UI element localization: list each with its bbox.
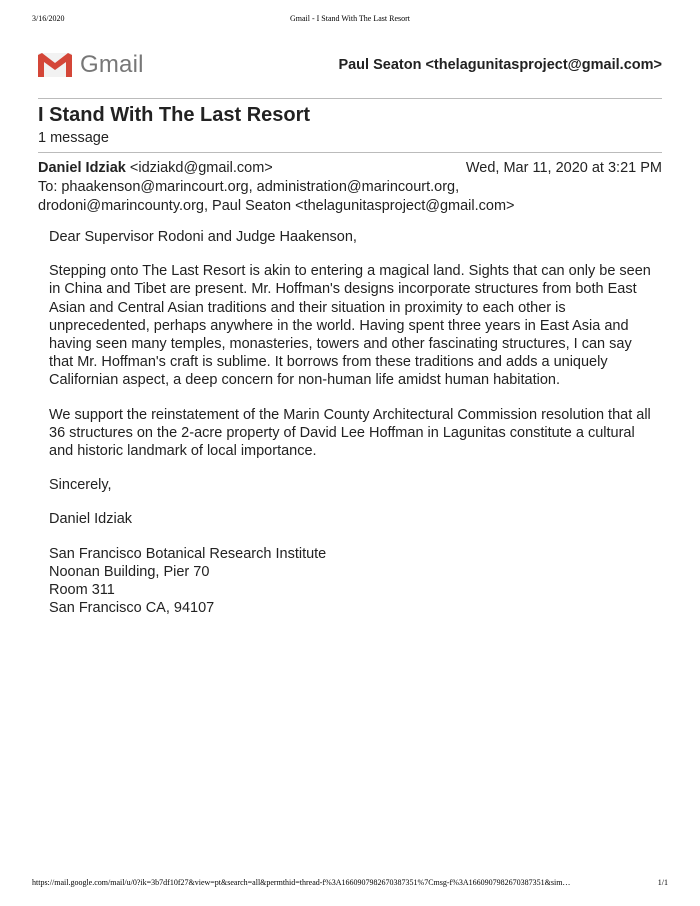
gmail-wordmark: Gmail [80,51,144,78]
message-date: Wed, Mar 11, 2020 at 3:21 PM [465,160,662,176]
signature-address-1: Noonan Building, Pier 70 [49,563,210,580]
greeting: Dear Supervisor Rodoni and Judge Haakenson, [49,229,357,245]
print-title: Gmail - I Stand With The Last Resort [289,14,411,23]
gmail-logo-icon [38,52,72,78]
body-paragraph-2: We support the reinstatement of the Marin County Architectural Commission resolution that all 36 structures on the 2-acre property of David Lee Hoffman in Lagunitas constitute a cultural and historic landmark of local importance. [49,406,651,460]
message-count: 1 message [38,130,109,146]
body-paragraph-1: Stepping onto The Last Resort is akin to entering a magical land. Sights that can only be seen in China and Tibet are present. Mr. Hoffman's designs incorporate structures from both East Asian and Central Asian traditions and their situation in proximity to each other is unprecedented, perhaps anywhere in the world. Having spent three years in East Asia and having seen many temples, monasteries, towers and other fascinating structures, I can say that Mr. Hoffman's craft is sublime. It borrows from these traditions and adds a uniquely Californian aspect, a deep concern for non-human life amidst human habitation. [49,263,651,389]
recipients [38,178,558,216]
message-header [38,160,662,178]
message-body [49,228,659,617]
sender-name: Daniel Idziak [38,160,126,176]
subject-divider [38,152,662,153]
sender-email: <idziakd@gmail.com> [129,160,273,176]
page-number: 1/1 [657,878,668,887]
gmail-logo [38,52,144,78]
print-url: https://mail.google.com/mail/u/0?ik=3b7df10f27&view=pt&search=all&permthid=thread-f%3A1660907982670387351%7Cmsg-f%3A1660907982670387351&sim… [32,878,571,887]
header-divider [38,98,662,99]
closing: Sincerely, [49,477,112,494]
print-header [32,14,668,28]
recipients-line-2: drodoni@marincounty.org, Paul Seaton <thelagunitasproject@gmail.com> [38,198,515,214]
signature-name: Daniel Idziak [49,511,133,528]
signature-address-2: Room 311 [49,582,115,599]
signature-address-3: San Francisco CA, 94107 [49,600,215,617]
print-date: 3/16/2020 [32,14,65,23]
account-label: Paul Seaton <thelagunitasproject@gmail.com> [338,57,662,73]
recipients-line-1: To: phaakenson@marincourt.org, administration@marincourt.org, [38,179,460,195]
thread-subject: I Stand With The Last Resort [38,104,311,126]
signature-org: San Francisco Botanical Research Institute [49,545,327,562]
